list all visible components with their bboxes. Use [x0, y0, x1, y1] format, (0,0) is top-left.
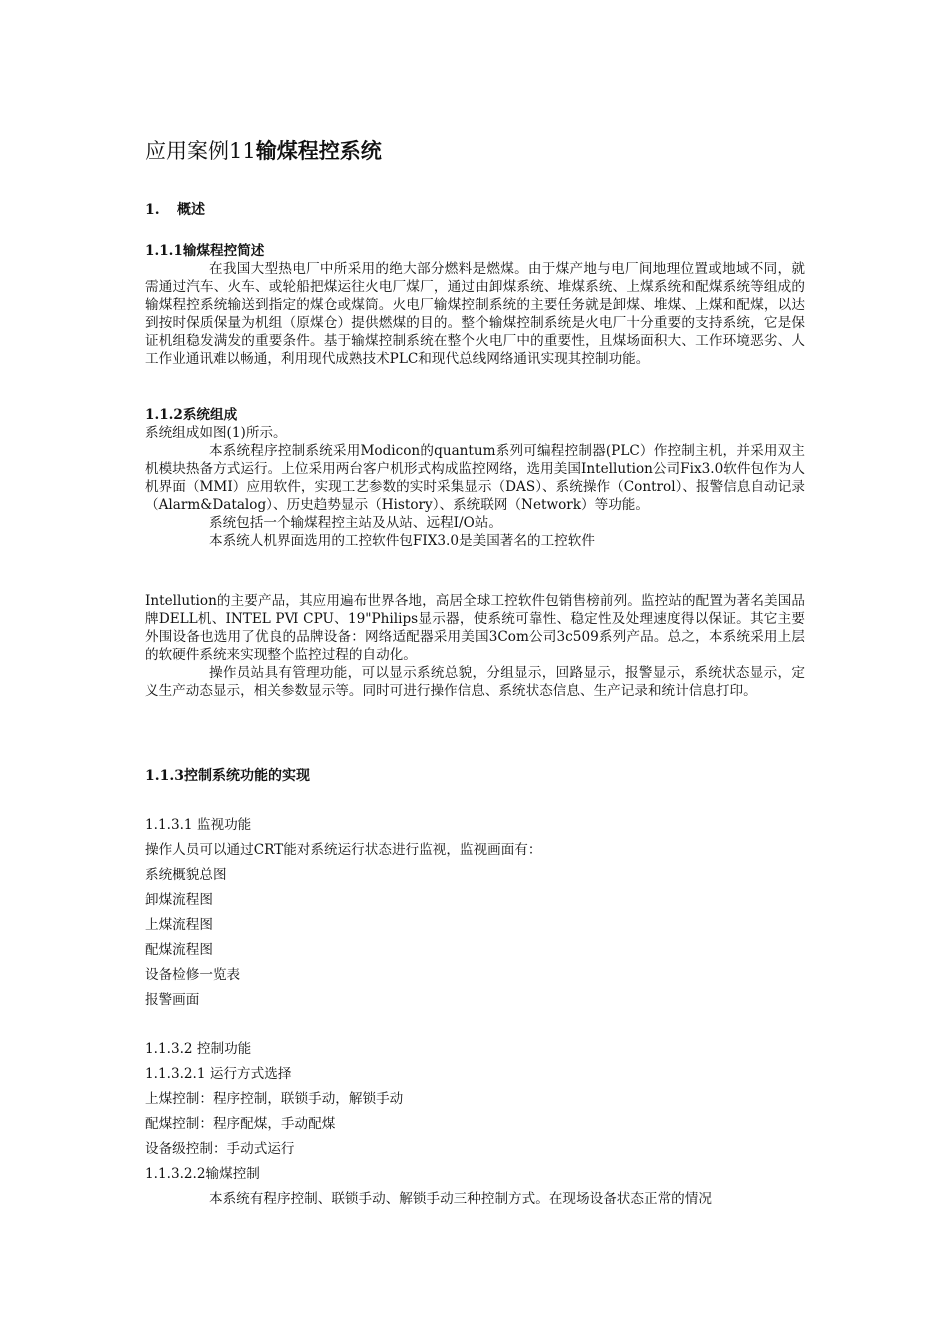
section-112-paragraph-1: 本系统程序控制系统采用Modicon的quantum系列可编程控制器(PLC）作控制主机，并采用双主机模块热备方式运行。上位采用两台客户机形式构成监控网络，选用美国Intellution公司Fix3.0软件包作为人机界面（MMI）应用软件，实现工艺参数的实时采集显示（DAS）、系统操作（Control）、报警信息自动记录（Alarm&Datalog）、历史趋势显示（History）、系统联网（Network）等功能。 — [145, 443, 805, 513]
control-line: 配煤控制：程序配煤，手动配煤 — [145, 1116, 336, 1132]
monitoring-line: 卸煤流程图 — [145, 892, 213, 908]
control-line: 1.1.3.2.2输煤控制 — [145, 1166, 260, 1182]
control-last-line: 本系统有程序控制、联锁手动、解锁手动三种控制方式。在现场设备状态正常的情况 — [209, 1191, 712, 1207]
title-prefix: 应用案例11 — [145, 139, 256, 163]
monitoring-line: 操作人员可以通过CRT能对系统运行状态进行监视，监视画面有： — [145, 842, 542, 858]
section-111-heading: 1.1.1输煤程控简述 — [145, 243, 265, 259]
section-111-paragraph: 在我国大型热电厂中所采用的绝大部分燃料是燃煤。由于煤产地与电厂间地理位置或地域不同，就需通过汽车、火车、或轮船把煤运往火电厂煤厂，通过由卸煤系统、堆煤系统、上煤系统和配煤系统等组成的输煤程控系统输送到指定的煤仓或煤筒。火电厂输煤控制系统的主要任务就是卸煤、堆煤、上煤和配煤，以达到按时保质保量为机组（原煤仓）提供燃煤的目的。整个输煤控制系统是火电厂十分重要的支持系统，它是保证机组稳发满发的重要条件。基于输煤控制系统在整个火电厂中的重要性，且煤场面积大、工作环境恶劣、人工作业通讯难以畅通，利用现代成熟技术PLC和现代总线网络通讯实现其控制功能。 — [145, 261, 805, 367]
monitoring-line: 上煤流程图 — [145, 917, 213, 933]
monitoring-line: 设备检修一览表 — [145, 967, 241, 983]
monitoring-line: 报警画面 — [145, 992, 200, 1008]
monitoring-line: 配煤流程图 — [145, 942, 213, 958]
section-112-heading: 1.1.2系统组成 — [145, 407, 238, 423]
section-1-heading — [145, 200, 205, 220]
monitoring-line: 1.1.3.1 监视功能 — [145, 817, 252, 833]
section-112-paragraph-5: 操作员站具有管理功能，可以显示系统总貌，分组显示，回路显示，报警显示，系统状态显示，定义生产动态显示，相关参数显示等。同时可进行操作信息、系统状态信息、生产记录和统计信息打印。 — [145, 665, 805, 699]
monitoring-line: 系统概貌总图 — [145, 867, 227, 883]
section-1-number: 1. — [145, 202, 160, 218]
section-111 — [145, 242, 805, 368]
section-112-paragraph-2: 系统包括一个输煤程控主站及从站、远程I/O站。 — [209, 515, 502, 531]
control-line: 上煤控制：程序控制，联锁手动，解锁手动 — [145, 1091, 404, 1107]
document-title — [145, 137, 382, 165]
section-112-intro: 系统组成如图(1)所示。 — [145, 425, 287, 441]
monitoring-list — [145, 813, 805, 1013]
section-112-continued — [145, 592, 805, 700]
section-112 — [145, 406, 805, 550]
control-list — [145, 1037, 805, 1212]
control-line: 1.1.3.2 控制功能 — [145, 1041, 252, 1057]
control-line: 1.1.3.2.1 运行方式选择 — [145, 1066, 292, 1082]
section-113-heading: 1.1.3控制系统功能的实现 — [145, 768, 310, 784]
title-main: 输煤程控系统 — [255, 138, 382, 163]
control-line: 设备级控制：手动式运行 — [145, 1141, 295, 1157]
section-112-paragraph-4: Intellution的主要产品，其应用遍布世界各地，高居全球工控软件包销售榜前列。监控站的配置为著名美国品牌DELL机、INTEL PⅥ CPU、19"Philips显示器，使系统可靠性、稳定性及处理速度得以保证。其它主要外围设备也选用了优良的品牌设备：网络适配器采用美国3Com公司3c509系列产品。总之，本系统采用上层的软硬件系统来实现整个监控过程的自动化。 — [145, 593, 805, 663]
section-112-paragraph-3: 本系统人机界面选用的工控软件包FIX3.0是美国著名的工控软件 — [209, 533, 595, 549]
section-1-label: 概述 — [177, 202, 205, 218]
